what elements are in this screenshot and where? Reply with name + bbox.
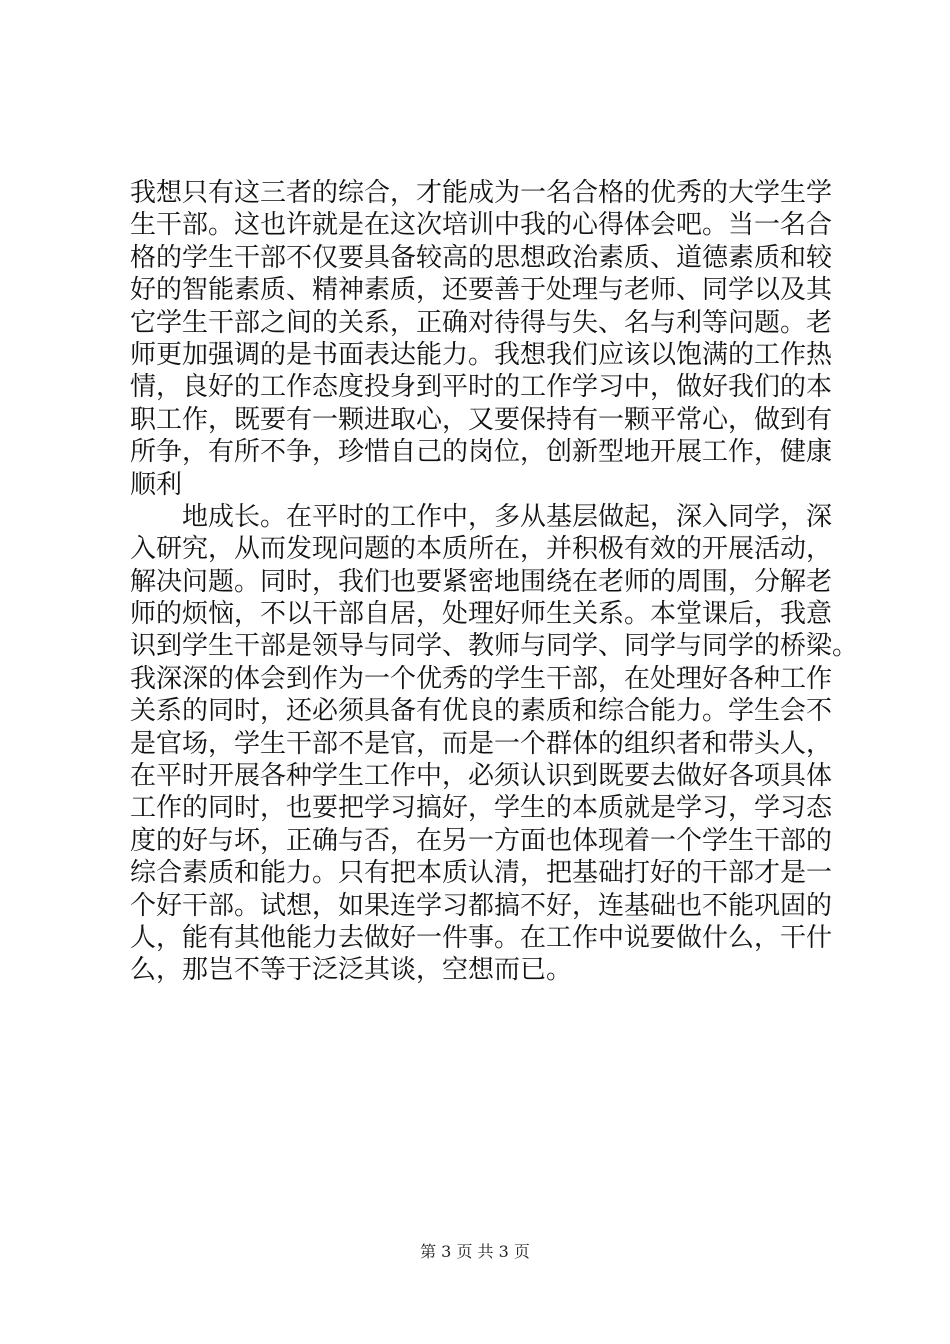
text-line: 在平时开展各种学生工作中，必须认识到既要去做好各项具体 [130,761,833,792]
body-text [130,177,859,987]
text-line: 度的好与坏，正确与否，在另一方面也体现着一个学生干部的 [130,825,833,856]
text-line: 人，能有其他能力去做好一件事。在工作中说要做什么，干什 [130,922,833,953]
text-line: 识到学生干部是领导与同学、教师与同学、同学与同学的桥梁。 [130,631,859,662]
text-line: 综合素质和能力。只有把本质认清，把基础打好的干部才是一 [130,858,833,889]
text-line: 好的智能素质、精神素质，还要善于处理与老师、同学以及其 [130,275,833,306]
text-line: 关系的同时，还必须具备有优良的素质和综合能力。学生会不 [130,696,833,727]
text-line: 么，那岂不等于泛泛其谈，空想而已。 [130,955,573,986]
text-line: 工作的同时，也要把学习搞好，学生的本质就是学习，学习态 [130,793,833,824]
text-line: 入研究，从而发现问题的本质所在，并积极有效的开展活动， [130,534,833,565]
text-line: 我想只有这三者的综合，才能成为一名合格的优秀的大学生学 [130,178,833,208]
text-line: 生干部。这也许就是在这次培训中我的心得体会吧。当一名合 [130,210,833,241]
text-line: 师更加强调的是书面表达能力。我想我们应该以饱满的工作热 [130,339,833,370]
text-line: 师的烦恼，不以干部自居，处理好师生关系。本堂课后，我意 [130,599,833,630]
text-line: 是官场，学生干部不是官，而是一个群体的组织者和带头人， [130,728,833,759]
page-number-footer: 第 3 页 共 3 页 [420,1242,530,1261]
text-line: 格的学生干部不仅要具备较高的思想政治素质、道德素质和较 [130,242,833,273]
text-line: 它学生干部之间的关系，正确对待得与失、名与利等问题。老 [130,307,833,338]
text-line: 所争，有所不争，珍惜自己的岗位，创新型地开展工作，健康 [130,437,833,468]
text-line: 情，良好的工作态度投身到平时的工作学习中，做好我们的本 [130,372,833,403]
text-line: 解决问题。同时，我们也要紧密地围绕在老师的周围，分解老 [130,566,833,597]
text-line: 个好干部。试想，如果连学习都搞不好，连基础也不能巩固的 [130,890,833,921]
text-line: 顺利 [130,469,183,500]
text-line: 我深深的体会到作为一个优秀的学生干部，在处理好各种工作 [130,663,833,694]
text-line-indented: 地成长。在平时的工作中，多从基层做起，深入同学，深 [182,501,833,532]
text-line: 职工作，既要有一颗进取心，又要保持有一颗平常心，做到有 [130,404,833,435]
